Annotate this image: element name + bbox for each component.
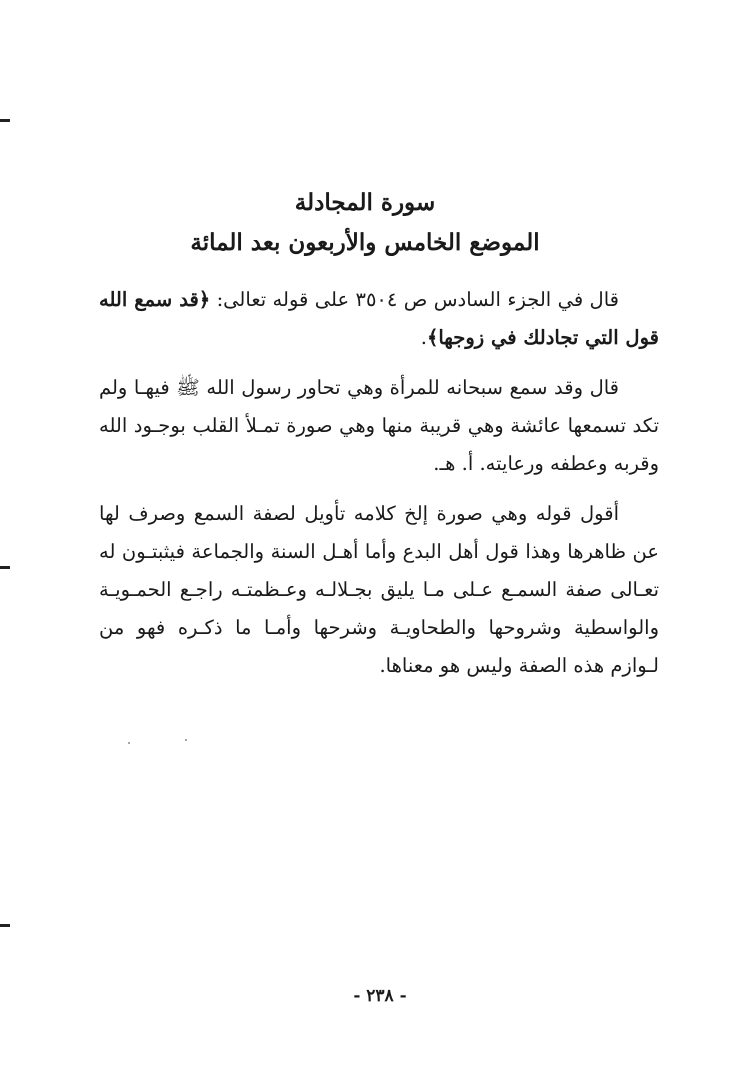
paragraph-author-statement: قال وقد سمع سبحانه للمرأة وهي تحاور رسول الله ﷺ فيهـا ولم تكد تسمعها عائشة وهي قريبة منها وهي صورة تمـلأ القلب بوجـود الله وقربه وعطفه ورعايته. أ. هـ.: [99, 376, 659, 475]
scan-speck: [128, 742, 130, 744]
citation-lead: قال في الجزء السادس ص ٣٥٠٤ على قوله تعالى:: [210, 288, 619, 311]
paragraph-commentary: أقول قوله وهي صورة إلخ كلامه تأويل لصفة السمع وصرف لها عن ظاهرها وهذا قول أهل البدع وأما أهـل السنة والجماعة فيثبتـون له تعـالى صفة السمـع عـلى مـا يليق بجـلالـه وعـظمتـه راجـع الحمـويـة والواسطية وشروحها والطحاويـة وشرحها وأمـا ما ذكـره فهو من لـوازم هذه الصفة وليس هو معناها.: [99, 502, 659, 677]
scan-speck: [185, 739, 187, 741]
scan-edge-mark: [0, 119, 10, 122]
page-number: - ٢٣٨ -: [353, 986, 407, 1006]
paragraph-citation: [99, 281, 659, 357]
quran-quote: ﴿قد سمع الله قول التي تجادلك في زوجها﴾: [99, 288, 659, 349]
body-text: [99, 281, 659, 685]
surah-title: سورة المجادلة: [294, 189, 436, 216]
scan-edge-mark: [0, 924, 10, 927]
scan-edge-mark: [0, 566, 10, 569]
citation-tail: .: [420, 326, 427, 349]
section-title: الموضع الخامس والأربعون بعد المائة: [190, 229, 540, 256]
